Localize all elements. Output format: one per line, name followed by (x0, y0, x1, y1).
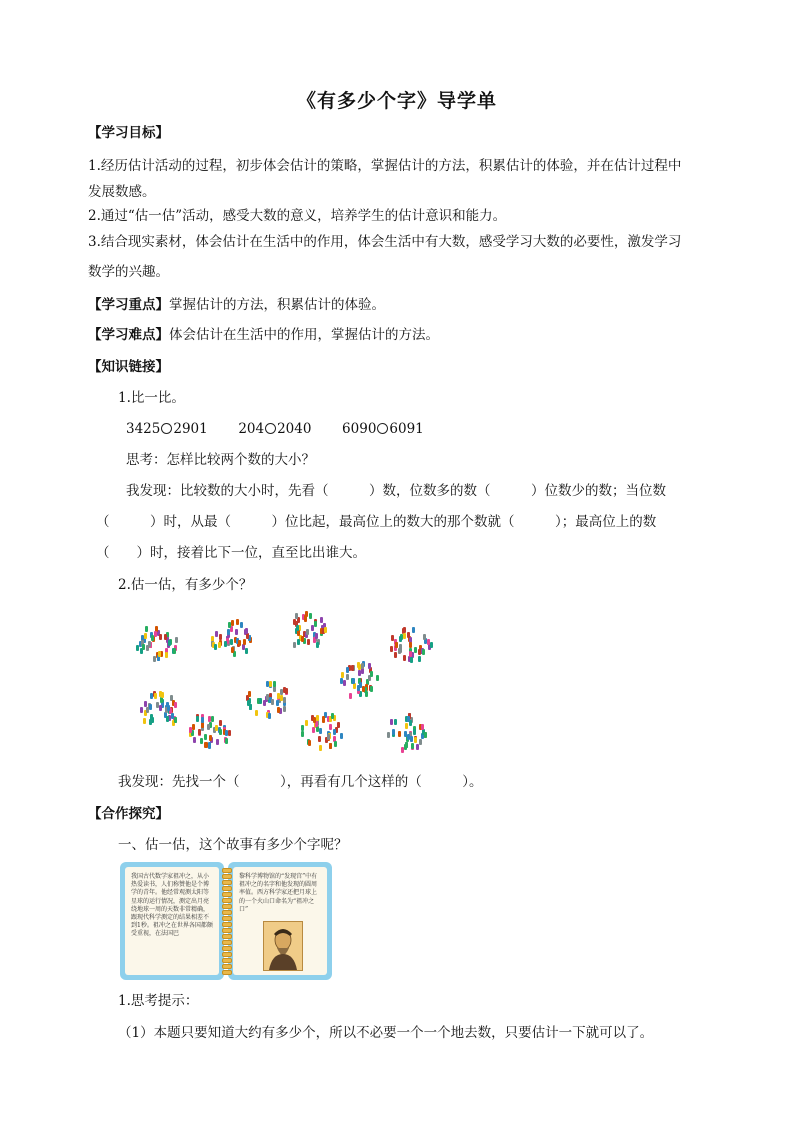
cooperation-header: 【合作探究】 (88, 806, 169, 822)
compare-row (126, 420, 424, 438)
figure-cluster (244, 674, 294, 724)
hint-header: 1.思考提示： (118, 993, 199, 1009)
compare-circle[interactable] (377, 423, 388, 434)
book-left-page (120, 862, 224, 980)
question-compare: 1.比一比。 (118, 390, 185, 406)
page-title: 《有多少个字》导学单 (296, 90, 497, 112)
think-prompt: 思考：怎样比较两个数的大小？ (126, 452, 315, 468)
key-label: 【学习重点】 (88, 297, 169, 313)
knowledge-link-header: 【知识链接】 (88, 359, 169, 375)
figure-cluster (386, 620, 436, 670)
compare-item-3: 6090 6091 (342, 421, 424, 437)
portrait-image (263, 921, 303, 971)
book-right-text: 黎科学博物馆的“发现宫”中有祖冲之的名字和他发现的圆周率值。西方科学家还把月球上的一个火山口命名为“祖冲之口” (239, 873, 318, 913)
figure-cluster (208, 614, 258, 664)
storybook-image (120, 862, 332, 980)
figure-cluster (334, 656, 384, 706)
goals-header: 【学习目标】 (88, 125, 169, 141)
figure-cluster (382, 708, 432, 758)
compare-item-1: 3425 2901 (126, 421, 208, 437)
book-left-text: 我国古代数学家祖冲之，从小热爱读书，人们称赞他是个博学的青年。他经常观测太阳等星球的运行情况，测定出月亮绕地球一周的天数非常精确，跟现代科学测定的结果相差不到1秒。祖冲之在世界各国都颇受重视，在法国巴 (131, 873, 213, 938)
figure-cluster (282, 606, 332, 656)
figure-cluster (132, 618, 182, 668)
figure-cluster (186, 706, 236, 756)
figure-cluster (298, 706, 348, 756)
compare-item-2: 204 2040 (238, 421, 312, 437)
difficulty-text: 体会估计在生活中的作用，掌握估计的方法。 (169, 327, 439, 343)
difficulty-point (88, 326, 439, 344)
finding1-line1: 我发现：比较数的大小时，先看（ ）数，位数多的数（ ）位数少的数；当位数 (126, 483, 666, 499)
cooperation-question: 一、估一估，这个故事有多少个字呢？ (118, 837, 348, 853)
goal3-line1: 3.结合现实素材，体会估计在生活中的作用，体会生活中有大数，感受学习大数的必要性，激发学习 (88, 234, 682, 250)
figure-cluster (136, 686, 186, 736)
goal1-line2: 发展数感。 (88, 184, 156, 200)
question-estimate: 2.估一估，有多少个？ (118, 577, 253, 593)
compare-circle[interactable] (265, 423, 276, 434)
hint-1: （1）本题只要知道大约有多少个，所以不必要一个一个地去数，只要估计一下就可以了。 (118, 1025, 654, 1041)
finding2: 我发现：先找一个（ ），再看有几个这样的（ ）。 (118, 774, 483, 790)
book-right-page (228, 862, 332, 980)
goal1-line1: 1.经历估计活动的过程，初步体会估计的策略，掌握估计的方法，积累估计的体验，并在估计过程中 (88, 158, 682, 174)
compare-circle[interactable] (161, 423, 172, 434)
key-point (88, 296, 385, 314)
goal3-line2: 数学的兴趣。 (88, 264, 169, 280)
finding1-line2: （ ）时，从最（ ）位比起，最高位上的数大的那个数就（ ）；最高位上的数 (96, 514, 657, 530)
difficulty-label: 【学习难点】 (88, 327, 169, 343)
finding1-line3: （ ）时，接着比下一位，直至比出谁大。 (96, 545, 366, 561)
goal2: 2.通过“估一估”活动，感受大数的意义，培养学生的估计意识和能力。 (88, 208, 507, 224)
key-text: 掌握估计的方法，积累估计的体验。 (169, 297, 385, 313)
